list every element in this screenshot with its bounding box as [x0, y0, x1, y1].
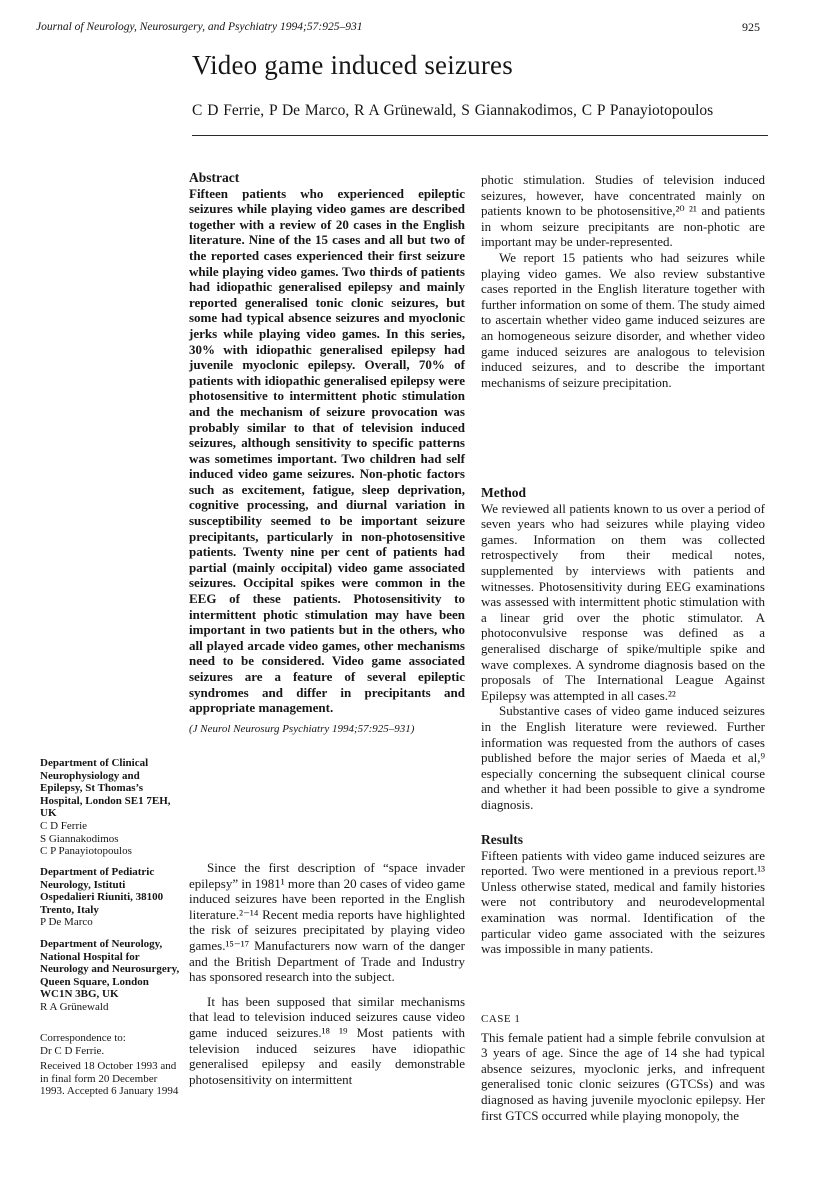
- intro-paragraph-2-cont: photic stimulation. Studies of television induced seizures, however, have concentrated mainly on patients known to be photosensitive,²⁰ ²¹ and patients in whom seizure precipitants are non-photic are important may be under-represented.: [481, 172, 765, 250]
- case-1-text: This female patient had a simple febrile convulsion at 3 years of age. Since the age of 14 she had typical absence seizures, myoclonic jerks, and infrequent generalised tonic clonic seizures (GTCSs) and was diagnosed as having juvenile myoclonic epilepsy. Her first GTCS occurred while playing monopoly, the: [481, 1029, 765, 1123]
- affiliation-dept: Department of Pediatric Neurology, Istituti Ospedalieri Riuniti, 38100 Trento, Italy: [40, 866, 164, 916]
- abstract-heading: Abstract: [189, 170, 240, 185]
- intro-paragraph-3: We report 15 patients who had seizures while playing video games. We also review substantive cases reported in the English literature together with further information on some of them. The study aimed to ascertain whether video game induced seizures are an homogeneous seizure disorder, and whether video game induced seizures are analogous to television induced seizures, and to describe the important mechanisms of seizure precipitation.: [481, 249, 765, 390]
- running-head: Journal of Neurology, Neurosurgery, and Psychiatry 1994;57:925–931: [36, 21, 363, 33]
- affiliation-dept: Department of Clinical Neurophysiology and Epilepsy, St Thomas’s Hospital, London SE1 7EH, UK: [40, 757, 171, 820]
- correspondence-label: Correspondence to:: [40, 1032, 126, 1044]
- affiliation-1: [40, 757, 180, 858]
- affiliation-name: C P Panayiotopoulos: [40, 845, 132, 858]
- case-1-label: CASE 1: [481, 1013, 521, 1025]
- header-rule: [192, 135, 768, 136]
- intro-right: [481, 172, 765, 390]
- abstract: [189, 170, 465, 737]
- correspondence-name: Dr C D Ferrie.: [40, 1044, 105, 1057]
- affiliation-name: C D Ferrie: [40, 819, 88, 832]
- correspondence: [40, 1032, 180, 1057]
- case-1-section: [481, 1012, 765, 1123]
- citation: (J Neurol Neurosurg Psychiatry 1994;57:925–931): [189, 722, 415, 735]
- intro-paragraph-2: It has been supposed that similar mechanisms that lead to television induced seizures cause video game induced seizures.¹⁸ ¹⁹ Most patients with television induced seizures have idiopathic generalised epilepsy and easily demonstrable photosensitivity on intermittent: [189, 993, 465, 1087]
- results-heading: Results: [481, 832, 524, 847]
- intro-paragraph-1: Since the first description of “space invader epilepsy” in 1981¹ more than 20 cases of video game induced seizures have been reported in the English literature.²⁻¹⁴ Recent media reports have highlighted the risk of seizures precipitated by playing video games.¹⁵⁻¹⁷ Manufacturers now warn of the danger and the British Department of Trade and Industry has sponsored research into the subject.: [189, 860, 465, 985]
- author-list: C D Ferrie, P De Marco, R A Grünewald, S Giannakodimos, C P Panayiotopoulos: [192, 102, 714, 119]
- affiliation-3: [40, 938, 180, 1014]
- affiliation-dept: Department of Neurology, National Hospital for Neurology and Neurosurgery, Queen Square, London WC1N 3BG, UK: [40, 938, 180, 1001]
- method-section: [481, 485, 765, 812]
- results-section: [481, 832, 765, 957]
- method-paragraph-2: Substantive cases of video game induced seizures in the English literature were reviewed. Further information was requested from the authors of cases published before the major series of Maeda et al,⁹ especially concerning the subsequent clinical course and whether it had been possible to give a syndrome diagnosis.: [481, 703, 765, 812]
- dates-text: Received 18 October 1993 and in final form 20 December 1993. Accepted 6 January 1994: [40, 1060, 179, 1098]
- affiliation-name: S Giannakodimos: [40, 832, 119, 845]
- affiliation-name: R A Grünewald: [40, 1000, 109, 1013]
- abstract-text: Fifteen patients who experienced epileptic seizures while playing video games are described together with a review of 20 cases in the English literature. Nine of the 15 cases and all but two of the reported cases experienced their first seizure while playing video games. Two thirds of patients had idiopathic generalised epilepsy and mainly reported generalised tonic clonic seizures, but some had typical absence seizures and myoclonic jerks while playing video games. In this series, 30% with idiopathic generalised epilepsy had juvenile myoclonic epilepsy. Overall, 70% of patients with idiopathic generalised epilepsy were photosensitive to intermittent photic stimulation and the mechanism of seizure provocation was probably similar to that of television induced seizures, although sensitivity to specific patterns was sometimes important. Two children had self induced video game seizures. Non-photic factors such as excitement, fatigue, sleep deprivation, cognitive processing, and diurnal variation in susceptibility seemed to be important seizure precipitants, particularly in non-photosensitive patients. Twenty nine per cent of patients had partial (mainly occipital) video game associated seizures. Occipital spikes were common in the EEG of these patients. Photosensitivity to intermittent photic stimulation may have been important in two patients but in the others, who all played arcade video games, other mechanisms need to be considered. Video game associated seizures are a feature of several epileptic syndromes and differ in precipitants and appropriate management.: [189, 185, 465, 716]
- method-heading: Method: [481, 485, 526, 500]
- page-number: 925: [742, 20, 760, 34]
- affiliation-name: P De Marco: [40, 916, 93, 929]
- intro-left: [189, 860, 465, 1087]
- method-paragraph-1: We reviewed all patients known to us over a period of seven years who had seizures while playing video games. Information on them was collected retrospectively from their medical notes, supplemented by interviews with patients and witnesses. Photosensitivity during EEG examinations was assessed with intermittent photic stimulation with a linear grid over the photic stimulator. A photoconvulsive response was defined as a generalised discharge of spike/multiple spike and wave complexes. A syndrome diagnosis based on the proposals of The International League Against Epilepsy was attempted in all cases.²²: [481, 500, 765, 703]
- article-title: Video game induced seizures: [192, 50, 513, 80]
- affiliation-2: [40, 866, 180, 929]
- received-dates: [40, 1060, 180, 1098]
- results-paragraph-1: Fifteen patients with video game induced seizures are reported. Two were mentioned in a previous report.¹³ Unless otherwise stated, medical and family histories were not contributory and neurodevelopmental examination was normal. Identification of the particular video game associated with the seizures was impossible in many patients.: [481, 847, 765, 957]
